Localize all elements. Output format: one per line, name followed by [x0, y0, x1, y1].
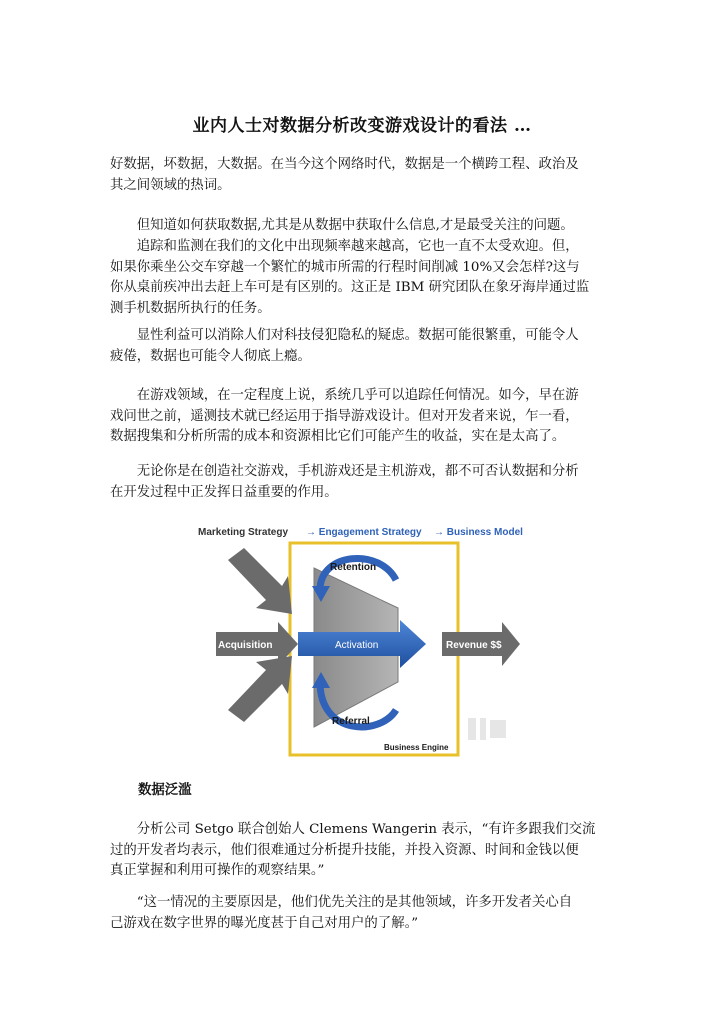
text-line: 数据搜集和分析所需的成本和资源相比它们可能产生的收益，实在是太高了。 — [110, 429, 566, 444]
header-marketing-strategy: Marketing Strategy — [198, 527, 289, 538]
section-heading: 数据泛滥 — [138, 782, 192, 798]
text-line: 但知道如何获取数据,尤其是从数据中获取什么信息,才是最受关注的问题。 — [110, 218, 574, 233]
header-engagement-strategy: → Engagement Strategy — [306, 527, 422, 538]
text-line: 无论你是在创造社交游戏，手机游戏还是主机游戏，都不可否认数据和分析 — [110, 464, 579, 479]
paragraph-3 — [110, 237, 620, 319]
watermark-fragment — [468, 718, 506, 740]
revenue-label: Revenue $$ — [446, 640, 502, 651]
text-line: 过的开发者均表示，他们很难通过分析提升技能，并投入资源、时间和金钱以便 — [110, 842, 579, 858]
retention-label: Retention — [330, 562, 377, 573]
text-line: 测手机数据所执行的任务。 — [110, 300, 271, 316]
text-line: 其之间领域的热词。 — [110, 177, 231, 193]
text-line: 好数据，坏数据，大数据。在当今这个网络时代，数据是一个横跨工程、政治及 — [110, 157, 579, 172]
text-line: 分析公司 Setgo 联合创始人 Clemens Wangerin 表示，“有许多跟我们交流 — [110, 822, 596, 837]
text-line: 己游戏在数字世界的曝光度甚于自己对用户的了解。” — [110, 915, 419, 931]
text-line: 在游戏领域，在一定程度上说，系统几乎可以追踪任何情况。如今，早在游 — [110, 388, 579, 403]
text-line: “这一情况的主要原因是，他们优先关注的是其他领域，许多开发者关心自 — [110, 895, 573, 910]
input-arrow-upper — [228, 548, 292, 614]
paragraph-2 — [110, 216, 620, 237]
text-line: 追踪和监测在我们的文化中出现频率越来越高，它也一直不太受欢迎。但， — [110, 239, 579, 254]
header-business-model: → Business Model — [434, 527, 523, 538]
page-title: 业内人士对数据分析改变游戏设计的看法 … — [192, 116, 532, 136]
text-line: 你从桌前疾冲出去赶上车可是有区别的。这正是 IBM 研究团队在象牙海岸通过监 — [110, 280, 590, 295]
paragraph-4 — [110, 326, 620, 367]
paragraph-1 — [110, 155, 620, 196]
business-engine-diagram — [194, 522, 530, 760]
acquisition-label: Acquisition — [218, 640, 273, 651]
text-line: 如果你乘坐公交车穿越一个繁忙的城市所需的行程时间削减 10%又会怎样?这与 — [110, 259, 580, 275]
text-line: 疲倦，数据也可能令人彻底上瘾。 — [110, 348, 311, 364]
paragraph-5 — [110, 386, 620, 448]
paragraph-7 — [110, 820, 620, 882]
text-line: 戏问世之前，遥测技术就已经运用于指导游戏设计。但对开发者来说，乍一看， — [110, 408, 579, 424]
business-engine-label: Business Engine — [384, 743, 449, 752]
paragraph-6 — [110, 462, 620, 503]
text-line: 在开发过程中正发挥日益重要的作用。 — [110, 484, 338, 500]
referral-label: Referral — [332, 716, 370, 727]
input-arrow-lower — [228, 656, 292, 722]
paragraph-8 — [110, 893, 620, 934]
activation-label: Activation — [335, 640, 379, 651]
text-line: 真正掌握和利用可操作的观察结果。” — [110, 863, 325, 878]
text-line: 显性利益可以消除人们对科技侵犯隐私的疑虑。数据可能很繁重，可能令人 — [110, 328, 579, 343]
